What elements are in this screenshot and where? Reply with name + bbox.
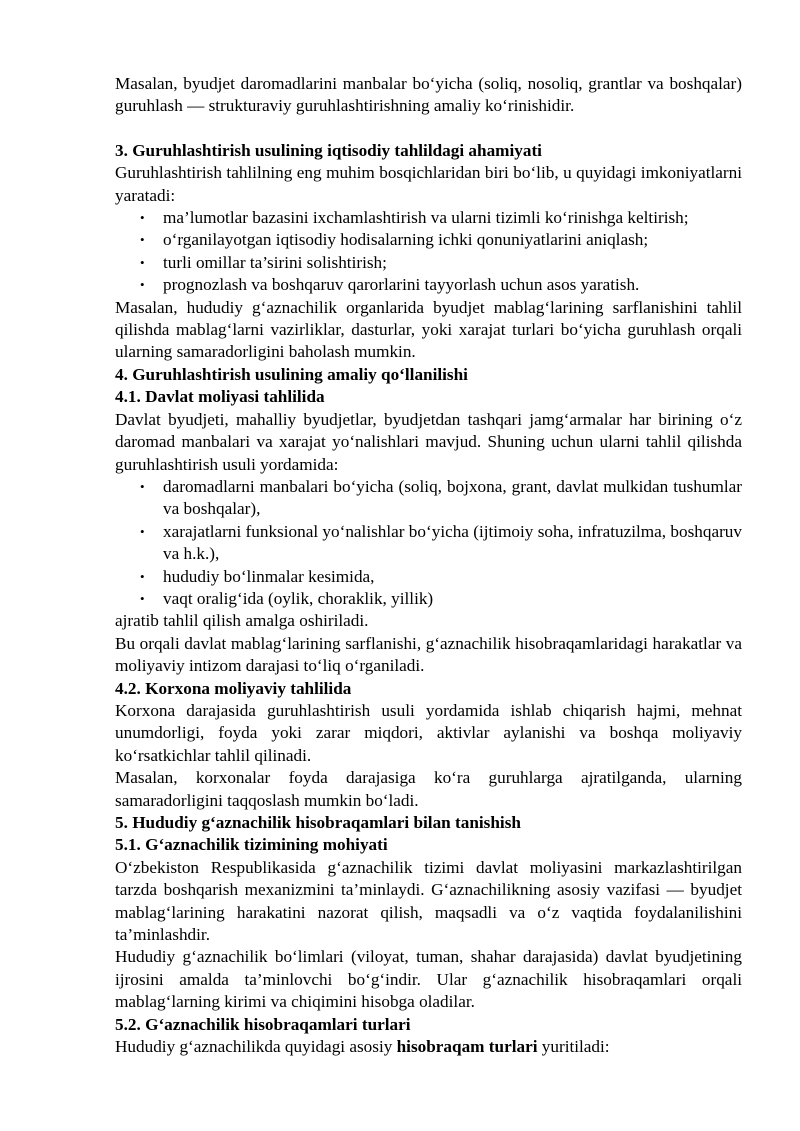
list-item [115, 588, 742, 610]
section-4-2-paragraph-2: Masalan, korxonalar foyda darajasiga ko‘ra guruhlarga ajratilganda, ularning samaradorligini taqqoslash mumkin bo‘ladi. [115, 768, 742, 810]
list-item [115, 566, 742, 588]
bullet-icon: • [140, 523, 145, 539]
section-5-1-heading: 5.1. G‘aznachilik tizimining mohiyati [115, 835, 388, 855]
bullet-icon: • [140, 254, 145, 270]
section-4-1-paragraph-2: Bu orqali davlat mablag‘larining sarflanishi, g‘aznachilik hisobraqamlaridagi harakatlar va moliyaviy intizom darajasi to‘liq o‘rganiladi. [115, 633, 742, 676]
bullet-icon: • [140, 210, 145, 226]
list-item-text: ma’lumotlar bazasini ixchamlashtirish va ularni tizimli ko‘rinishga keltirish; [163, 208, 689, 228]
list-item [115, 229, 742, 251]
list-item [115, 274, 742, 296]
section-4-1-paragraph: Davlat byudjeti, mahalliy byudjetlar, byudjetdan tashqari jamg‘armalar har birining o‘z daromad manbalari va xarajat yo‘nalishlari mavjud. Shuning uchun ularni tahlil qilishda guruhlashtirish usuli yordamida: [115, 409, 742, 474]
section-5-2-text-before: Hududiy g‘aznachilikda quyidagi asosiy [115, 1037, 393, 1057]
section-5-heading: 5. Hududiy g‘aznachilik hisobraqamlari bilan tanishish [115, 813, 521, 832]
list-item [115, 476, 742, 521]
intro-paragraph: Masalan, byudjet daromadlarini manbalar bo‘yicha (soliq, nosoliq, grantlar va boshqalar) guruhlash — strukturaviy guruhlashtirishning amaliy ko‘rinishidir. [115, 74, 742, 116]
list-item-text: daromadlarni manbalari bo‘yicha (soliq, bojxona, grant, davlat mulkidan tushumlar va boshqalar), [163, 476, 742, 519]
section-5-2-bold-term: hisobraqam turlari [396, 1037, 538, 1057]
section-3-bullet-list [115, 207, 742, 297]
bullet-icon: • [140, 590, 145, 606]
section-4-heading: 4. Guruhlashtirish usulining amaliy qo‘llanilishi [115, 364, 468, 384]
bullet-icon: • [140, 277, 145, 293]
section-5-2-text-after: yuritiladi: [541, 1037, 610, 1057]
list-item [115, 207, 742, 229]
section-5-2-paragraph [115, 1036, 742, 1058]
list-item-text: prognozlash va boshqaruv qarorlarini tayyorlash uchun asos yaratish. [163, 275, 640, 295]
bullet-icon: • [140, 478, 145, 494]
section-5-1-paragraph-2: Hududiy g‘aznachilik bo‘limlari (viloyat, tuman, shahar darajasida) davlat byudjetining ijrosini amalda ta’minlovchi bo‘g‘indir. Ular g‘aznachilik hisobraqamlari orqali mablag‘larning kirimi va chiqimini hisobga oladilar. [115, 947, 742, 1012]
section-4-2-heading: 4.2. Korxona moliyaviy tahlilida [115, 678, 352, 698]
list-item [115, 521, 742, 566]
bullet-icon: • [140, 232, 145, 248]
section-4-1-bullet-list [115, 476, 742, 610]
bullet-icon: • [140, 568, 145, 584]
section-4-2-paragraph: Korxona darajasida guruhlashtirish usuli yordamida ishlab chiqarish hajmi, mehnat unumdorligi, foyda yoki zarar miqdori, aktivlar aylanishi va boshqa moliyaviy ko‘rsatkichlar tahlil qilinadi. [115, 700, 742, 765]
section-3-example-paragraph: Masalan, hududiy g‘aznachilik organlarida byudjet mablag‘larining sarflanishini tahlil qilishda mablag‘larni vazirliklar, dasturlar, yoki xarajat turlari bo‘yicha guruhlash orqali ularning samaradorligini baholash mumkin. [115, 297, 742, 362]
section-5-1-paragraph: O‘zbekiston Respublikasida g‘aznachilik tizimi davlat moliyasini markazlashtirilgan tarzda boshqarish mexanizmini ta’minlaydi. G‘aznachilikning asosiy vazifasi — byudjet mablag‘larining harakatini nazorat qilish, maqsadli va o‘z vaqtida foydalanilishini ta’minlashdir. [115, 857, 742, 945]
list-item-text: xarajatlarni funksional yo‘nalishlar bo‘yicha (ijtimoiy soha, infratuzilma, boshqaruv va h.k.), [163, 521, 742, 564]
list-item-text: vaqt oralig‘ida (oylik, choraklik, yillik) [163, 588, 434, 608]
section-4-1-heading: 4.1. Davlat moliyasi tahlilida [115, 387, 325, 407]
section-3-paragraph: Guruhlashtirish tahlilning eng muhim bosqichlaridan biri bo‘lib, u quyidagi imkoniyatlarni yaratadi: [115, 163, 742, 205]
section-4-1-after-list: ajratib tahlil qilish amalga oshiriladi. [115, 611, 369, 631]
list-item-text: turli omillar ta’sirini solishtirish; [163, 252, 387, 272]
list-item-text: o‘rganilayotgan iqtisodiy hodisalarning ichki qonuniyatlarini aniqlash; [163, 230, 649, 250]
list-item-text: hududiy bo‘linmalar kesimida, [163, 566, 375, 586]
list-item [115, 252, 742, 274]
section-5-2-heading: 5.2. G‘aznachilik hisobraqamlari turlari [115, 1014, 411, 1034]
section-3-heading: 3. Guruhlashtirish usulining iqtisodiy tahlildagi ahamiyati [115, 140, 542, 160]
